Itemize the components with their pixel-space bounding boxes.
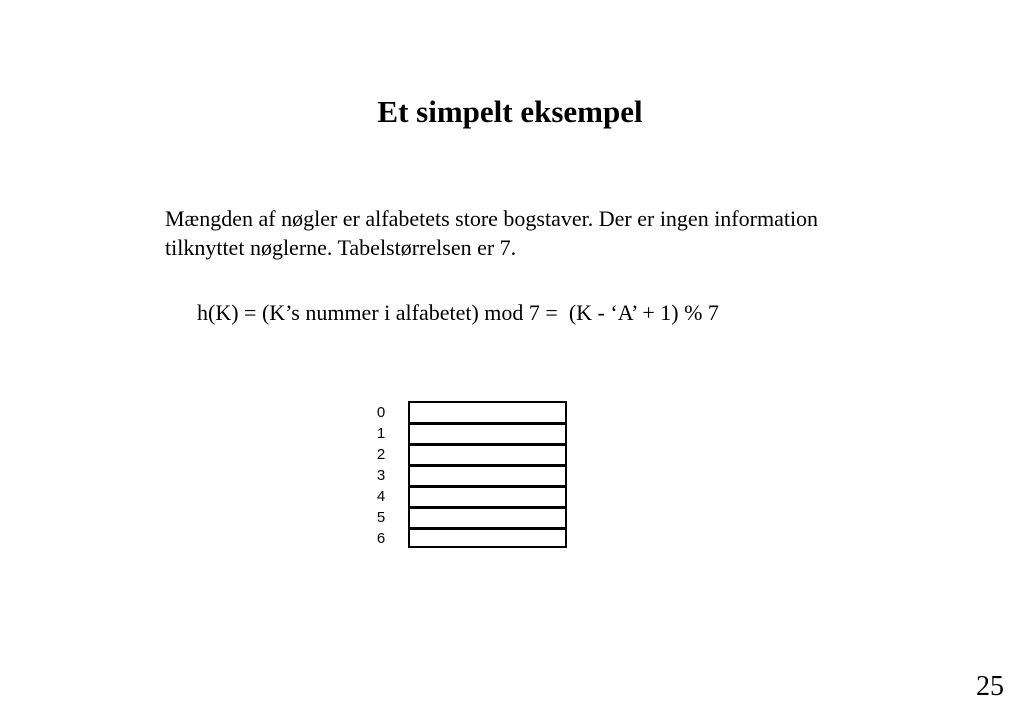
slide-title-text: Et simpelt eksempel	[377, 94, 643, 129]
table-slot-2	[408, 443, 567, 464]
row-index-3: 3	[376, 467, 386, 484]
page-number: 25	[976, 671, 1004, 702]
hash-formula: h(K) = (K’s nummer i alfabetet) mod 7 = (K - ‘A’ + 1) % 7	[197, 300, 719, 325]
row-index-1: 1	[376, 425, 386, 442]
table-slot-5	[408, 506, 567, 527]
table-slot-6	[408, 527, 567, 548]
slide-title	[0, 92, 1024, 132]
table-slot-1	[408, 422, 567, 443]
intro-line-1: Mængden af nøgler er alfabetets store bogstaver. Der er ingen information	[165, 206, 819, 231]
row-index-6: 6	[376, 530, 386, 547]
row-index-4: 4	[376, 488, 386, 505]
table-slot-3	[408, 464, 567, 485]
intro-paragraph	[165, 204, 985, 262]
hash-table	[370, 400, 580, 550]
intro-line-2: tilknyttet nøglerne. Tabelstørrelsen er 7.	[165, 235, 517, 260]
row-index-2: 2	[376, 446, 386, 463]
table-slot-0	[408, 401, 567, 422]
table-slot-4	[408, 485, 567, 506]
row-index-5: 5	[376, 509, 386, 526]
row-index-0: 0	[376, 404, 386, 421]
